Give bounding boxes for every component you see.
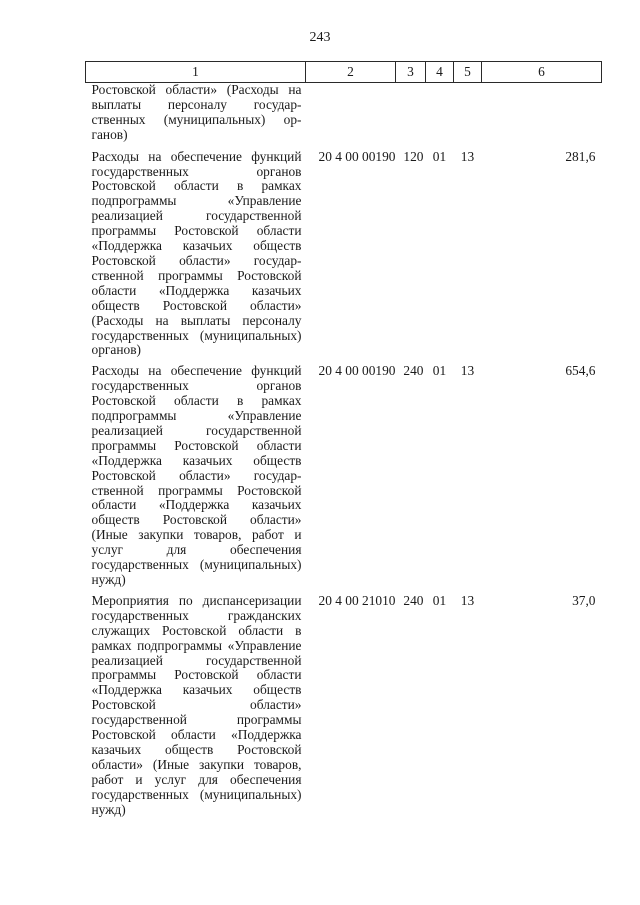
row-target-code: 20 4 00 00190 bbox=[318, 148, 396, 164]
table-row bbox=[86, 594, 602, 824]
row-description: Мероприятия по диспансеризации государственных гражданских служащих Ростовской области в рамках подпрограммы «Управление реализацией государственной программы Ростовской области «Поддержка казачьих обществ Ростовской области» государственной программы Ростовской области «Поддержка казачьих обществ Ростовской области» (Иные закупки товаров, работ и услуг для обеспечения государственных (муниципальных) нужд) bbox=[91, 592, 302, 817]
row-description: Расходы на обеспечение функций государственных органов Ростовской области в рамках подпрограммы «Управление реализацией государственной программы Ростовской области «Поддержка казачьих обществ Ростовской области» государственной программы Ростовской области «Поддержка казачьих обществ Ростовской области» (Расходы на выплаты персоналу государственных (муниципальных) органов) bbox=[91, 148, 302, 358]
column-header-target-code: 2 bbox=[306, 62, 396, 83]
table-row bbox=[86, 364, 602, 594]
column-header-subsection: 5 bbox=[454, 62, 482, 83]
row-target-code: 20 4 00 00190 bbox=[318, 363, 396, 379]
row-subsection: 13 bbox=[460, 148, 475, 164]
row-description: Ростовской области» (Расходы на выплаты персоналу государственных (муниципальных) органов) bbox=[91, 82, 302, 142]
column-header-description: 1 bbox=[86, 62, 306, 83]
row-target-code: 20 4 00 21010 bbox=[318, 592, 396, 608]
row-description: Расходы на обеспечение функций государственных органов Ростовской области в рамках подпрограммы «Управление реализацией государственной программы Ростовской области «Поддержка казачьих обществ Ростовской области» государственной программы Ростовской области «Поддержка казачьих обществ Ростовской области» (Иные закупки товаров, работ и услуг для обеспечения государственных (муниципальных) нужд) bbox=[91, 363, 302, 587]
row-section: 01 bbox=[432, 592, 447, 608]
table-row-continuation bbox=[86, 83, 602, 150]
column-header-amount: 6 bbox=[482, 62, 602, 83]
row-amount: 654,6 bbox=[565, 363, 596, 379]
column-header-expense-type: 3 bbox=[396, 62, 426, 83]
row-expense-type: 240 bbox=[403, 592, 424, 608]
row-expense-type: 120 bbox=[403, 148, 424, 164]
table-header-row bbox=[86, 62, 602, 83]
row-section: 01 bbox=[432, 363, 447, 379]
table-row bbox=[86, 150, 602, 365]
budget-table bbox=[85, 61, 602, 824]
page-number: 243 bbox=[309, 30, 331, 45]
row-expense-type: 240 bbox=[403, 363, 424, 379]
row-section: 01 bbox=[432, 148, 447, 164]
row-amount: 281,6 bbox=[565, 148, 596, 164]
row-subsection: 13 bbox=[460, 592, 475, 608]
column-header-section: 4 bbox=[426, 62, 454, 83]
row-amount: 37,0 bbox=[572, 592, 596, 608]
row-subsection: 13 bbox=[460, 363, 475, 379]
